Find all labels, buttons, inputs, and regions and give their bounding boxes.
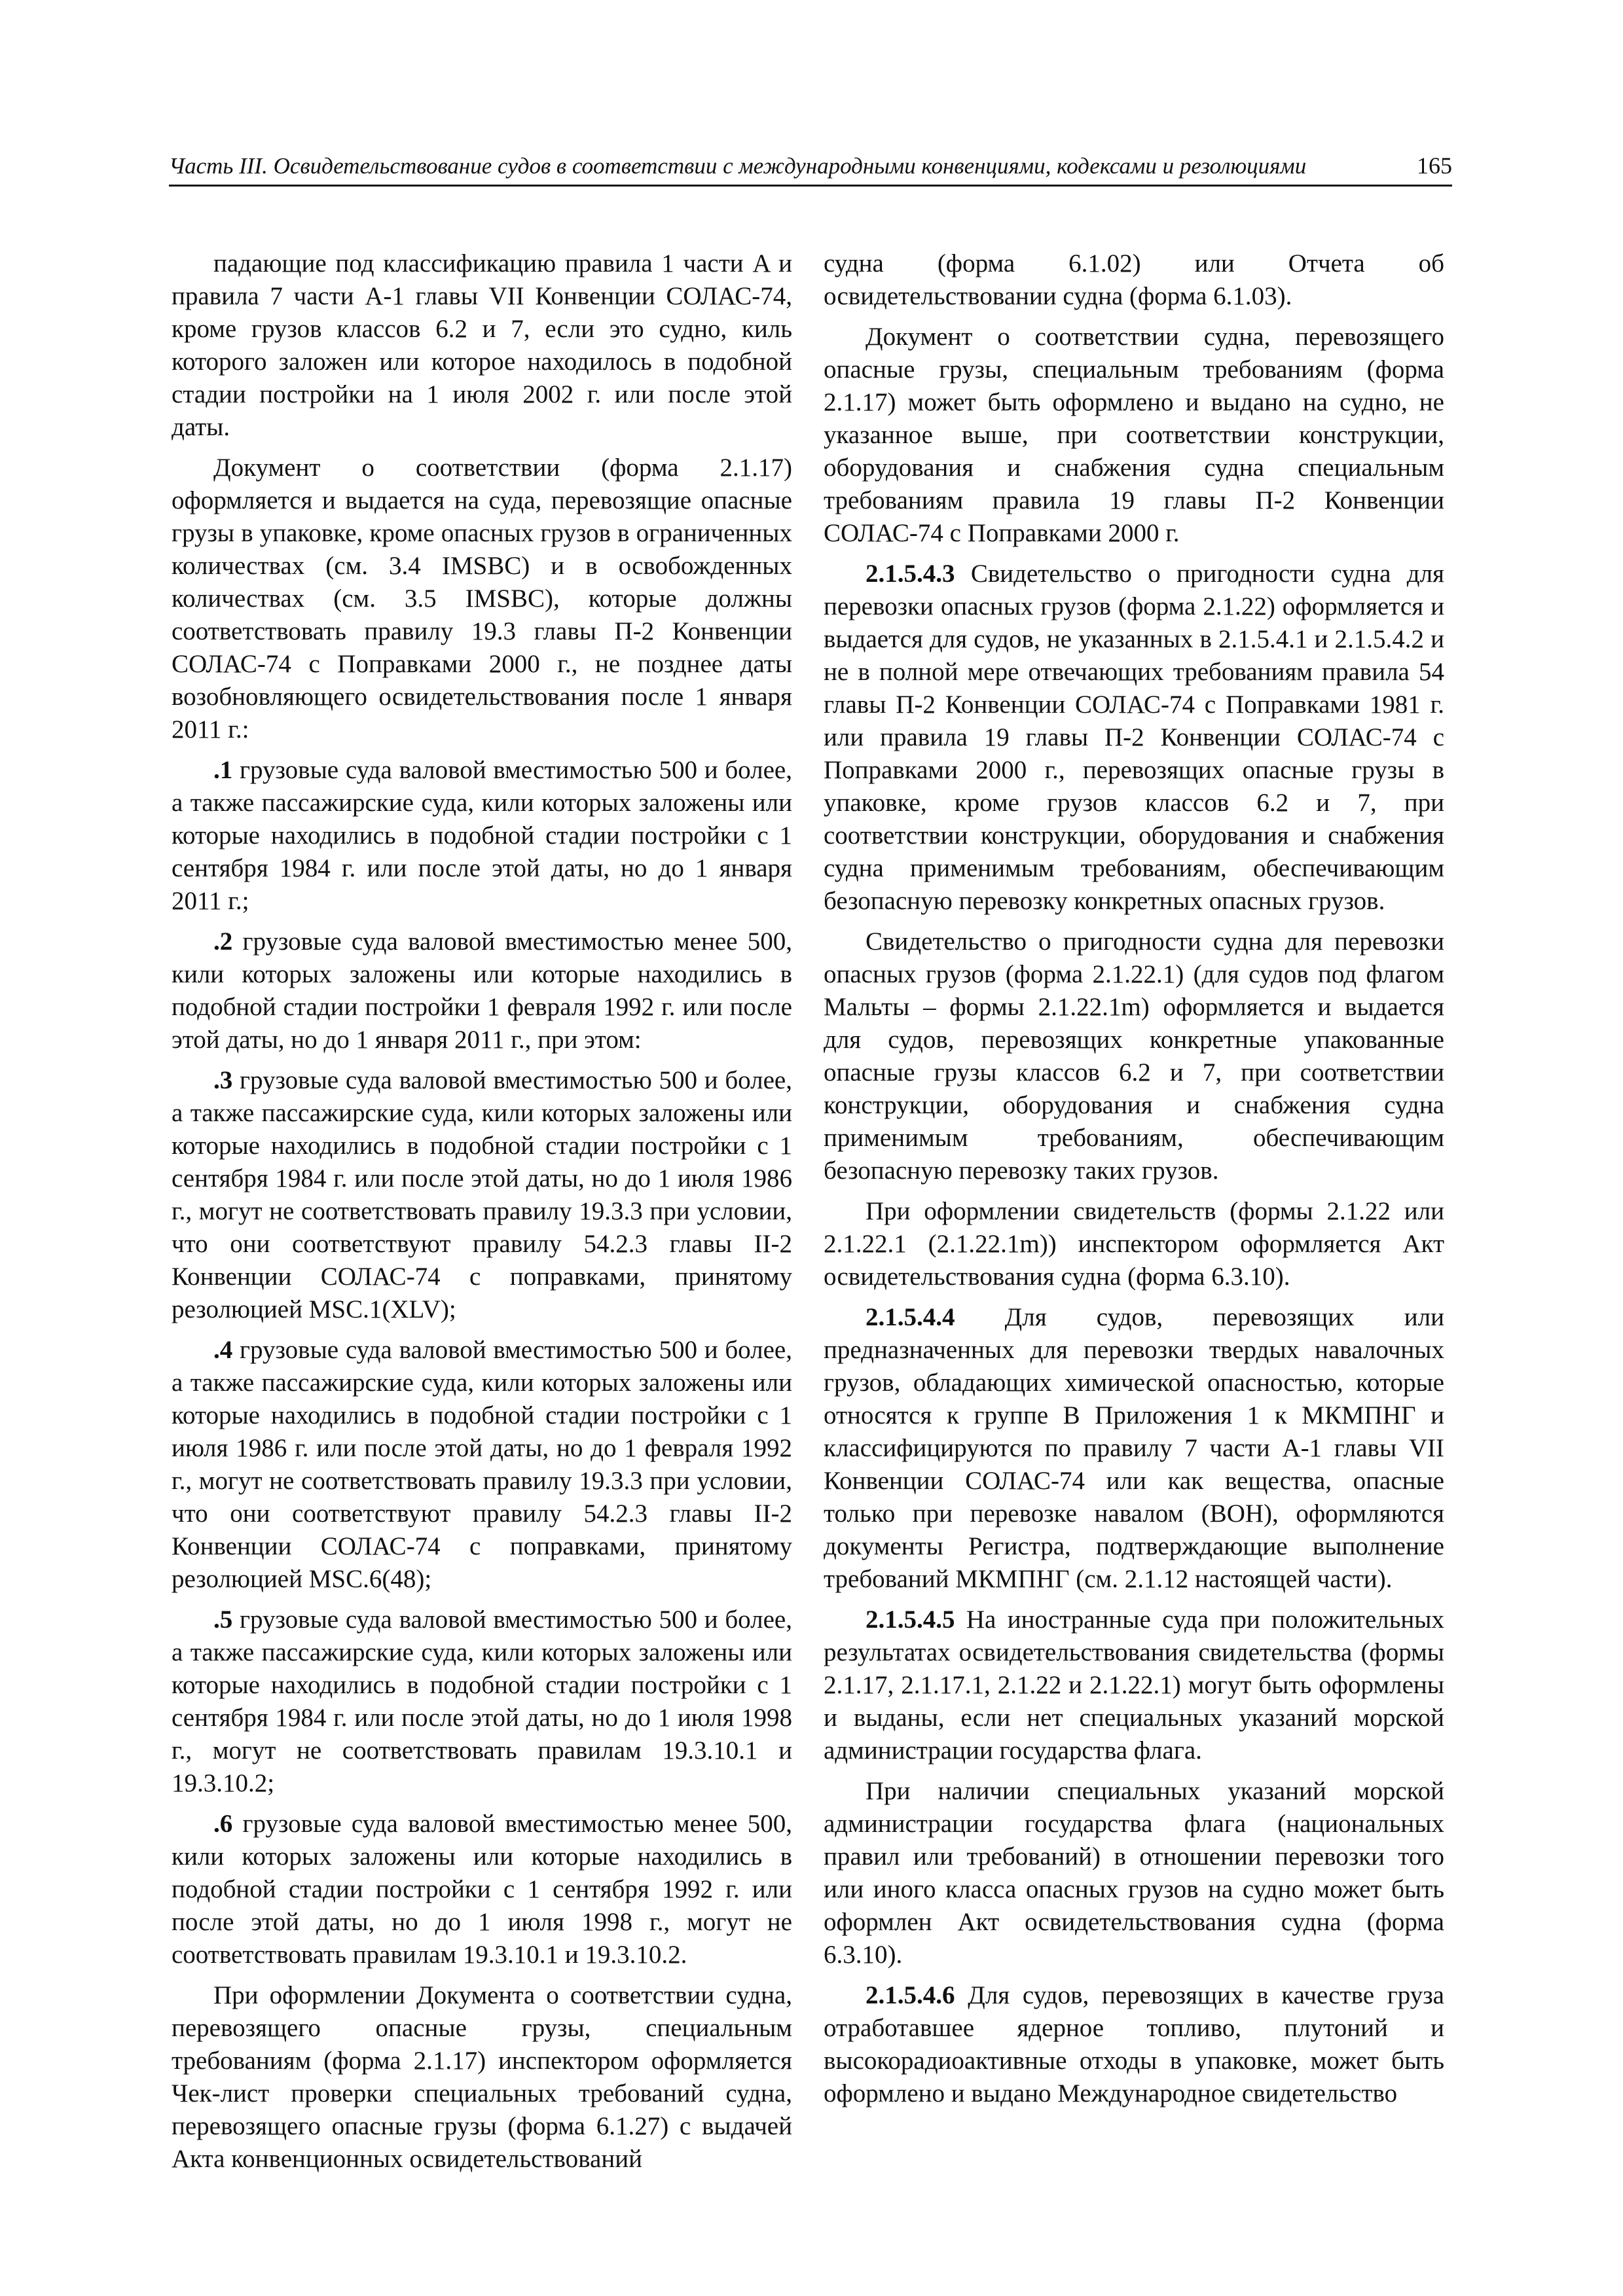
paragraph	[824, 1195, 1444, 1293]
left-text-column	[172, 247, 792, 2183]
paragraph	[172, 1604, 792, 1800]
paragraph-number: 2.1.5.4.6	[866, 1981, 955, 2009]
paragraph-text: При оформлении Документа о соответствии судна, перевозящего опасные грузы, специальным требованиям (форма 2.1.17) инспектором оформляется Чек-лист проверки специальных требований судна, перевозящего опасные грузы (форма 6.1.27) с выдачей Акта конвенционных освидетельствований	[172, 1981, 792, 2173]
paragraph-text: Для судов, перевозящих в качестве груза отработавшее ядерное топливо, плутоний и высокорадиоактивные отходы в упаковке, может быть оформлено и выдано Международное свидетельство	[824, 1981, 1444, 2108]
paragraph-text: судна (форма 6.1.02) или Отчета об освидетельствовании судна (форма 6.1.03).	[824, 249, 1444, 310]
paragraph-text: грузовые суда валовой вместимостью 500 и более, а также пассажирские суда, кили которых заложены или которые находились в подобной стадии постройки с 1 сентября 1984 г. или после этой даты, но до 1 января 2011 г.;	[172, 756, 792, 915]
paragraph	[172, 1979, 792, 2176]
paragraph-text: Документ о соответствии судна, перевозящего опасные грузы, специальным требованиям (форма 2.1.17) может быть оформлено и выдано на судно, не указанное выше, при соответствии конструкции, оборудования и снабжения судна специальным требованиям правила 19 главы П-2 Конвенции СОЛАС-74 с Поправками 2000 г.	[824, 323, 1444, 547]
paragraph-number: .2	[213, 927, 233, 956]
paragraph-number: .3	[213, 1066, 233, 1094]
paragraph-text: При наличии специальных указаний морской администрации государства флага (национальных правил или требований) в отношении перевозки того или иного класса опасных грузов на судно может быть оформлен Акт освидетельствования судна (форма 6.3.10).	[824, 1777, 1444, 1969]
paragraph	[824, 1604, 1444, 1767]
paragraph-text: грузовые суда валовой вместимостью менее 500, кили которых заложены или которые находились в подобной стадии постройки 1 февраля 1992 г. или после этой даты, но до 1 января 2011 г., при этом:	[172, 927, 792, 1054]
paragraph-number: 2.1.5.4.5	[866, 1605, 955, 1634]
paragraph	[172, 1334, 792, 1596]
paragraph-number: .5	[213, 1605, 233, 1634]
paragraph	[824, 247, 1444, 313]
paragraph-number: 2.1.5.4.3	[866, 560, 955, 588]
page-number: 165	[1417, 152, 1452, 179]
paragraph	[172, 247, 792, 444]
paragraph	[824, 321, 1444, 550]
paragraph	[824, 1979, 1444, 2110]
paragraph	[172, 754, 792, 918]
paragraph	[172, 925, 792, 1056]
paragraph	[824, 558, 1444, 918]
paragraph-text: На иностранные суда при положительных результатах освидетельствования свидетельства (формы 2.1.17, 2.1.17.1, 2.1.22 и 2.1.22.1) могут быть оформлены и выданы, если нет специальных указаний морской администрации государства флага.	[824, 1605, 1444, 1765]
paragraph-text: грузовые суда валовой вместимостью 500 и более, а также пассажирские суда, кили которых заложены или которые находились в подобной стадии постройки с 1 сентября 1984 г. или после этой даты, но до 1 июля 1998 г., могут не соответствовать правилам 19.3.10.1 и 19.3.10.2;	[172, 1605, 792, 1797]
paragraph	[824, 925, 1444, 1187]
paragraph-text: Свидетельство о пригодности судна для перевозки опасных грузов (форма 2.1.22) оформляется и выдается для судов, не указанных в 2.1.5.4.1 и 2.1.5.4.2 и не в полной мере отвечающих требованиям правила 54 главы П-2 Конвенции СОЛАС-74 с Поправками 1981 г. или правила 19 главы П-2 Конвенции СОЛАС-74 с Поправками 2000 г., перевозящих опасные грузы в упаковке, кроме грузов классов 6.2 и 7, при соответствии конструкции, оборудования и снабжения судна применимым требованиям, обеспечивающим безопасную перевозку конкретных опасных грузов.	[824, 560, 1444, 915]
paragraph-text: грузовые суда валовой вместимостью 500 и более, а также пассажирские суда, кили которых заложены или которые находились в подобной стадии постройки с 1 июля 1986 г. или после этой даты, но до 1 февраля 1992 г., могут не соответствовать правилу 19.3.3 при условии, что они соответствуют правилу 54.2.3 главы II-2 Конвенции СОЛАС-74 с поправками, принятому резолюцией MSC.6(48);	[172, 1336, 792, 1593]
paragraph	[172, 1808, 792, 1971]
page-header	[169, 145, 1452, 187]
paragraph	[824, 1775, 1444, 1971]
paragraph	[824, 1301, 1444, 1596]
paragraph-number: .6	[213, 1810, 233, 1838]
paragraph	[172, 452, 792, 746]
paragraph-text: грузовые суда валовой вместимостью менее 500, кили которых заложены или которые находились в подобной стадии постройки с 1 сентября 1992 г. или после этой даты, но до 1 июля 1998 г., могут не соответствовать правилам 19.3.10.1 и 19.3.10.2.	[172, 1810, 792, 1969]
paragraph-text: грузовые суда валовой вместимостью 500 и более, а также пассажирские суда, кили которых заложены или которые находились в подобной стадии постройки с 1 сентября 1984 г. или после этой даты, но до 1 июля 1986 г., могут не соответствовать правилу 19.3.3 при условии, что они соответствуют правилу 54.2.3 главы II-2 Конвенции СОЛАС-74 с поправками, принятому резолюцией MSC.1(XLV);	[172, 1066, 792, 1323]
paragraph-text: Документ о соответствии (форма 2.1.17) оформляется и выдается на суда, перевозящие опасные грузы в упаковке, кроме опасных грузов в ограниченных количествах (см. 3.4 IMSBC) и в освобожденных количествах (см. 3.5 IMSBC), которые должны соответствовать правилу 19.3 главы П-2 Конвенции СОЛАС-74 с Поправками 2000 г., не позднее даты возобновляющего освидетельствования после 1 января 2011 г.:	[172, 454, 792, 744]
paragraph-text: Свидетельство о пригодности судна для перевозки опасных грузов (форма 2.1.22.1) (для судов под флагом Мальты – формы 2.1.22.1m) оформляется и выдается для судов, перевозящих конкретные упакованные опасные грузы классов 6.2 и 7, при соответствии конструкции, оборудования и снабжения судна применимым требованиям, обеспечивающим безопасную перевозку таких грузов.	[824, 927, 1444, 1185]
paragraph-number: .1	[213, 756, 233, 784]
running-header-title: Часть III. Освидетельствование судов в соответствии с международными конвенциями, кодексами и резолюциями	[169, 153, 1307, 179]
paragraph-text: При оформлении свидетельств (формы 2.1.22 или 2.1.22.1 (2.1.22.1m)) инспектором оформляется Акт освидетельствования судна (форма 6.3.10).	[824, 1197, 1444, 1291]
paragraph-text: Для судов, перевозящих или предназначенных для перевозки твердых навалочных грузов, обладающих химической опасностью, которые относятся к группе B Приложения 1 к МКМПНГ и классифицируются по правилу 7 части A-1 главы VII Конвенции СОЛАС-74 или как вещества, опасные только при перевозке навалом (ВОН), оформляются документы Регистра, подтверждающие выполнение требований МКМПНГ (см. 2.1.12 настоящей части).	[824, 1303, 1444, 1593]
paragraph	[172, 1064, 792, 1326]
paragraph-text: падающие под классификацию правила 1 части A и правила 7 части A-1 главы VII Конвенции СОЛАС-74, кроме грузов классов 6.2 и 7, если это судно, киль которого заложен или которое находилось в подобной стадии постройки на 1 июля 2002 г. или после этой даты.	[172, 249, 792, 441]
paragraph-number: 2.1.5.4.4	[866, 1303, 955, 1331]
paragraph-number: .4	[213, 1336, 233, 1364]
right-text-column	[824, 247, 1444, 2118]
